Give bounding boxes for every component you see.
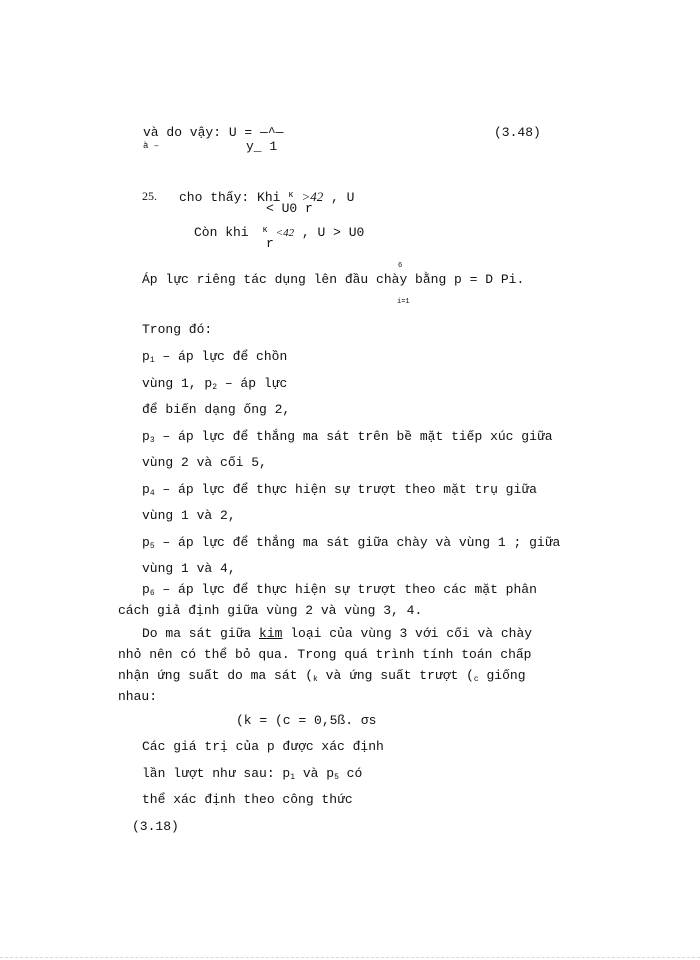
p5-text: – áp lực để thắng ma sát giữa chày và vùng 1 ; giữa (154, 535, 561, 550)
eq348-below-left: à – (143, 141, 160, 151)
con-khi-r: r (266, 236, 274, 251)
page-bottom-divider (0, 957, 700, 958)
values-line1: Các giá trị của p được xác định (142, 739, 384, 754)
p1-line2-b: – áp lực (217, 376, 288, 391)
eq348-prefix: và do vậy: U = (143, 125, 261, 140)
p1-line2-a: vùng 1, p (142, 376, 213, 391)
eq348-fraction: —^— (260, 125, 284, 140)
p1-sub: 1 (149, 356, 155, 365)
item-p6-line2: cách giả định giữa vùng 2 và vùng 3, 4. (118, 603, 423, 618)
p3-sub: 3 (149, 436, 155, 445)
item-p4 (142, 483, 537, 498)
p25-kappa: ĸ (288, 190, 294, 200)
p5-var: p (142, 535, 150, 550)
eq348-denominator: y_ 1 (246, 139, 278, 154)
para-line2: nhỏ nên có thể bỏ qua. Trong quá trình tính toán chấp (118, 647, 532, 662)
sum-upper-limit: 6 (398, 262, 403, 270)
item-p3 (142, 430, 553, 445)
values-line4: (3.18) (132, 819, 179, 834)
values-l2-b: và p (295, 766, 335, 781)
para-line3 (118, 669, 526, 684)
p2-sub: 2 (212, 383, 218, 392)
eq348-number: (3.48) (494, 125, 541, 140)
item-p5-line2: vùng 1 và 4, (142, 561, 236, 576)
p3-text: – áp lực để thắng ma sát trên bề mặt tiếp xúc giữa (154, 429, 553, 444)
values-line2 (142, 767, 362, 782)
con-khi-lt42: <42 (275, 227, 295, 239)
p4-text: – áp lực để thực hiện sự trượt theo mặt trụ giữa (154, 482, 537, 497)
p4-var: p (142, 482, 150, 497)
con-khi-rest: , U > U0 (301, 225, 365, 240)
p25-text: cho thấy: Khi (179, 190, 281, 205)
p3-var: p (142, 429, 150, 444)
p5-sub: 5 (149, 542, 155, 551)
p25-number: 25. (142, 189, 157, 203)
p25-subline: < U0 r (266, 201, 313, 216)
values-l2-s5: 5 (334, 773, 339, 782)
shear-equation: (k = (c = 0,5ß. σs (236, 713, 377, 728)
para-l3-k: k (313, 675, 318, 684)
con-khi-line (194, 226, 364, 239)
para-line1 (142, 627, 532, 640)
values-l2-c: có (338, 766, 363, 781)
p4-sub: 4 (149, 489, 155, 498)
item-p6 (142, 583, 537, 598)
para-kim: kim (259, 626, 283, 641)
p6-var: p (142, 582, 150, 597)
trong-do-label: Trong đó: (142, 322, 213, 337)
sum-lower-limit: i=1 (397, 298, 410, 306)
eq348-line (143, 126, 283, 139)
item-p1-line3: để biến dạng ống 2, (142, 402, 291, 417)
item-p4-line2: vùng 1 và 2, (142, 508, 236, 523)
para-l3-a: nhận ứng suất do ma sát ( (118, 668, 314, 683)
p6-text: – áp lực để thực hiện sự trượt theo các mặt phân (154, 582, 537, 597)
para-l1-b: loại của vùng 3 với cối và chày (282, 626, 533, 641)
para-l3-b: và ứng suất trượt ( (317, 668, 474, 683)
item-p1 (142, 350, 287, 365)
p25-gt42: >42 (301, 189, 324, 204)
p1-var: p (142, 349, 150, 364)
para-l3-c: c (473, 675, 479, 684)
values-l2-a: lần lượt như sau: p (142, 766, 291, 781)
con-khi-kappa: ĸ (262, 225, 268, 235)
p6-sub: 6 (149, 589, 155, 598)
item-p5 (142, 536, 560, 551)
values-line3: thể xác định theo công thức (142, 792, 353, 807)
pressure-sentence: Áp lực riêng tác dụng lên đầu chày bằng p = D Pi. (142, 272, 525, 287)
para-l1-a: Do ma sát giữa (142, 626, 260, 641)
p1-text: – áp lực để chồn (154, 349, 288, 364)
item-p3-line2: vùng 2 và cối 5, (142, 455, 267, 470)
item-p1-line2 (142, 377, 287, 392)
p25-comma-u: , U (331, 190, 355, 205)
con-khi-text: Còn khi (194, 225, 249, 240)
para-l3-c2: giống (478, 668, 526, 683)
values-l2-s1: 1 (290, 773, 296, 782)
para-line4: nhau: (118, 689, 158, 704)
